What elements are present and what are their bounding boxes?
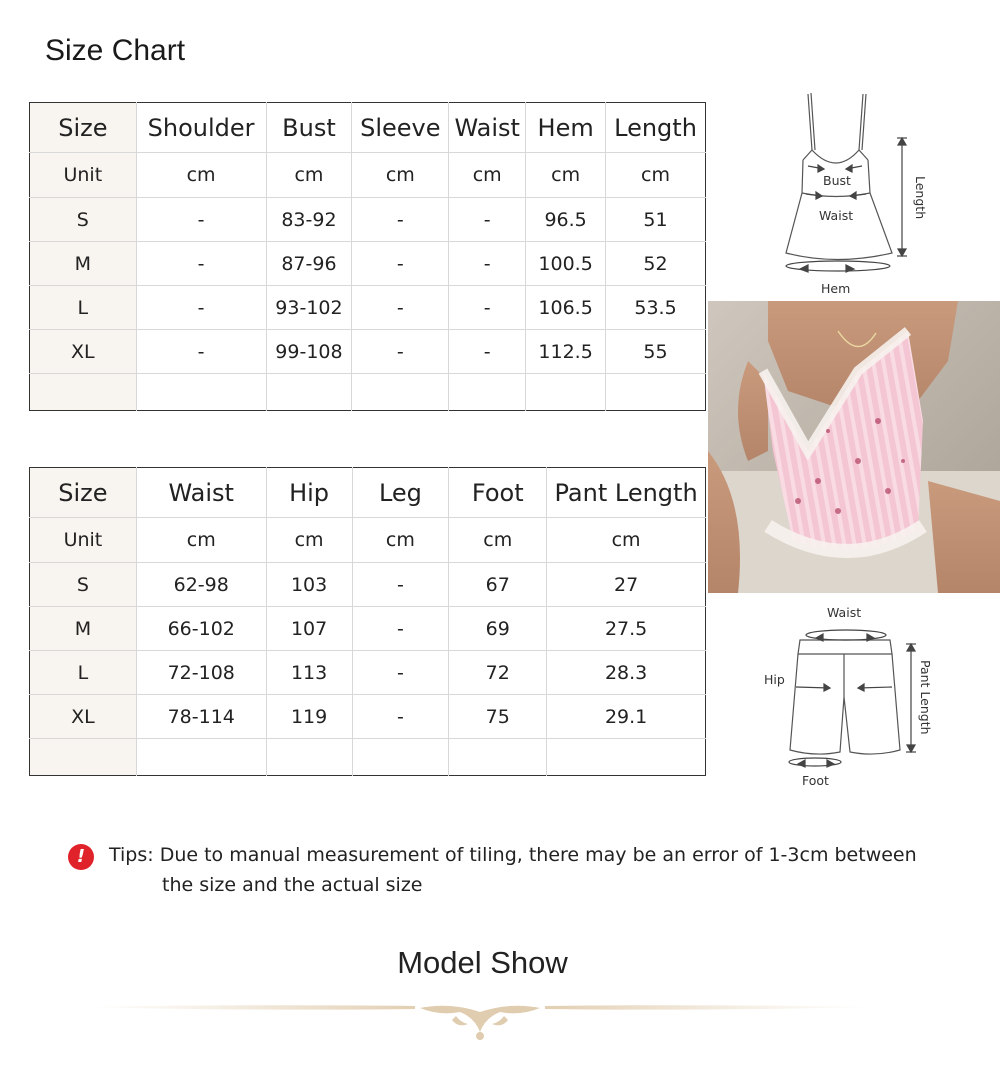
tips-text-line2: the size and the actual size [162,874,423,896]
alert-icon: ! [68,844,94,870]
table-cell: - [449,330,526,374]
table-unit-row [30,518,706,563]
table-cell: 83-92 [266,198,352,242]
unit-cell: cm [266,518,352,563]
camisole-measurement-diagram [770,88,950,300]
empty-cell [266,739,352,776]
table-cell: 103 [266,563,352,607]
table-cell: - [352,651,449,695]
table-cell: 27.5 [547,607,706,651]
size-cell: M [30,607,137,651]
table-cell: 62-98 [136,563,266,607]
foot-label: Foot [802,773,829,788]
table-cell: - [136,286,266,330]
ornament-divider [80,998,880,1051]
unit-cell: cm [449,153,526,198]
table-row [30,242,706,286]
table-cell: - [352,330,449,374]
unit-cell: Unit [30,153,137,198]
size-cell: XL [30,330,137,374]
unit-cell: cm [526,153,606,198]
table-cell: - [449,286,526,330]
table-cell: 67 [449,563,547,607]
empty-cell [30,374,137,411]
table-cell: 93-102 [266,286,352,330]
unit-cell: cm [136,518,266,563]
header-cell: Pant Length [547,468,706,518]
table-row [30,695,706,739]
empty-cell [449,374,526,411]
table-cell: 72 [449,651,547,695]
waist-label: Waist [827,605,862,620]
section-title: Model Show [397,945,568,980]
header-cell: Size [30,103,137,153]
header-cell: Length [606,103,706,153]
empty-cell [30,739,137,776]
empty-cell [136,739,266,776]
size-cell: M [30,242,137,286]
table-cell: 27 [547,563,706,607]
table-cell: - [352,563,449,607]
table-header-row [30,468,706,518]
empty-cell [136,374,266,411]
unit-cell: Unit [30,518,137,563]
empty-cell [547,739,706,776]
bottom-size-table [29,467,706,776]
table-unit-row [30,153,706,198]
shorts-measurement-diagram [760,602,940,797]
table-header-row [30,103,706,153]
table-cell: 99-108 [266,330,352,374]
table-cell: 55 [606,330,706,374]
table-cell: - [352,242,449,286]
unit-cell: cm [136,153,266,198]
size-cell: S [30,198,137,242]
table-cell: - [352,695,449,739]
table-row [30,563,706,607]
unit-cell: cm [352,153,449,198]
table-empty-row [30,374,706,411]
table-empty-row [30,739,706,776]
hem-label: Hem [821,281,851,296]
tips-text-line1: Tips: Due to manual measurement of tiling, there may be an error of 1-3cm between [109,844,917,866]
table-cell: - [449,242,526,286]
table-cell: 72-108 [136,651,266,695]
empty-cell [266,374,352,411]
table-cell: 75 [449,695,547,739]
table-cell: - [352,286,449,330]
empty-cell [352,374,449,411]
unit-cell: cm [266,153,352,198]
header-cell: Sleeve [352,103,449,153]
table-cell: - [352,198,449,242]
table-cell: 119 [266,695,352,739]
table-row [30,198,706,242]
header-cell: Leg [352,468,449,518]
waist-label: Waist [819,208,854,223]
header-cell: Hem [526,103,606,153]
table-cell: 53.5 [606,286,706,330]
table-cell: 112.5 [526,330,606,374]
table-cell: - [449,198,526,242]
header-cell: Foot [449,468,547,518]
header-cell: Bust [266,103,352,153]
table-cell: 113 [266,651,352,695]
table-cell: 28.3 [547,651,706,695]
table-cell: 52 [606,242,706,286]
empty-cell [526,374,606,411]
size-cell: L [30,651,137,695]
hip-label: Hip [764,672,785,687]
table-cell: 107 [266,607,352,651]
header-cell: Size [30,468,137,518]
empty-cell [606,374,706,411]
table-cell: 66-102 [136,607,266,651]
empty-cell [449,739,547,776]
size-cell: XL [30,695,137,739]
table-cell: 96.5 [526,198,606,242]
table-cell: - [352,607,449,651]
table-cell: 100.5 [526,242,606,286]
table-row [30,330,706,374]
table-cell: 51 [606,198,706,242]
size-cell: L [30,286,137,330]
table-row [30,286,706,330]
table-cell: - [136,330,266,374]
empty-cell [352,739,449,776]
pant-length-label: Pant Length [918,660,933,735]
unit-cell: cm [352,518,449,563]
table-row [30,651,706,695]
length-label: Length [913,176,928,220]
top-size-table [29,102,706,411]
table-row [30,607,706,651]
table-cell: 106.5 [526,286,606,330]
table-cell: 87-96 [266,242,352,286]
unit-cell: cm [449,518,547,563]
page-title: Size Chart [45,34,186,67]
unit-cell: cm [606,153,706,198]
header-cell: Waist [449,103,526,153]
size-cell: S [30,563,137,607]
bust-label: Bust [823,173,851,188]
table-cell: - [136,242,266,286]
unit-cell: cm [547,518,706,563]
model-photo [708,301,1000,593]
header-cell: Waist [136,468,266,518]
table-cell: 78-114 [136,695,266,739]
table-cell: 29.1 [547,695,706,739]
table-cell: 69 [449,607,547,651]
header-cell: Shoulder [136,103,266,153]
header-cell: Hip [266,468,352,518]
table-cell: - [136,198,266,242]
